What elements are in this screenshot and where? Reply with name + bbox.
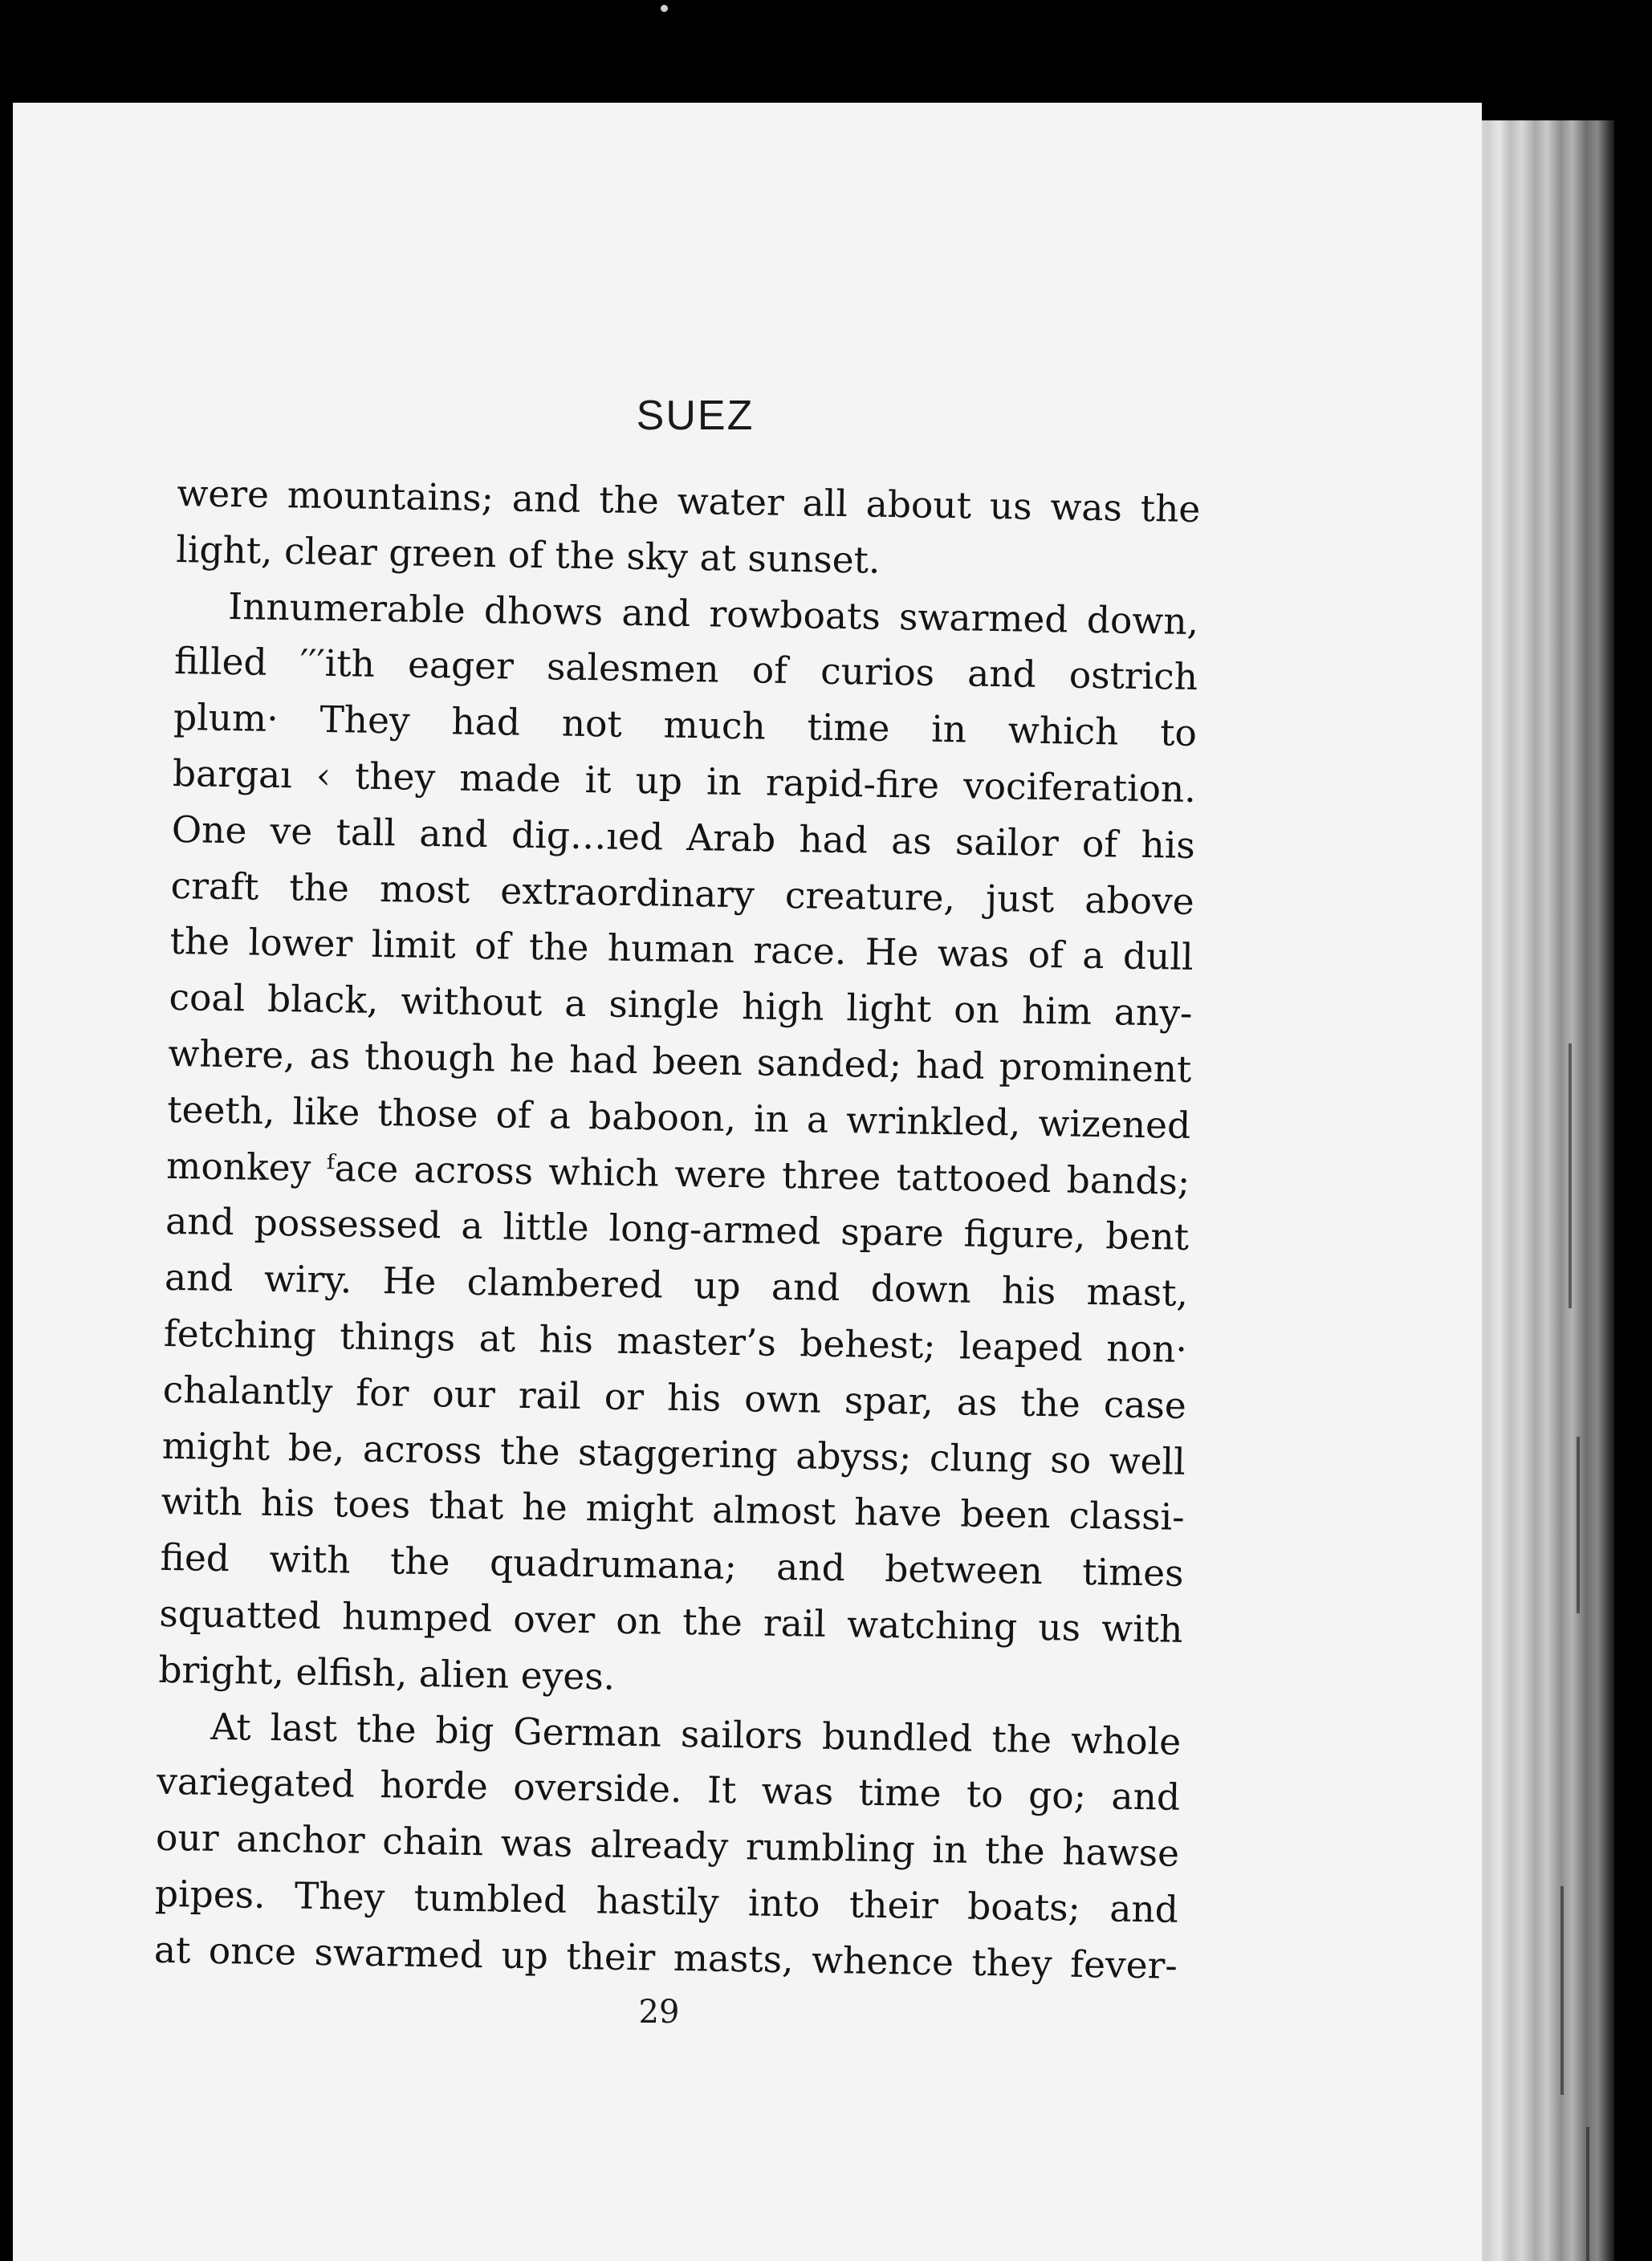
text-line: coal black, without a single high light on him any- <box>169 976 1193 1035</box>
page-number: 29 <box>638 1994 680 2031</box>
text-line: filled ′′′ith eager salesmen of curios and ostrich <box>173 640 1198 699</box>
scan-speck <box>661 5 668 12</box>
text-line: fetching things at his master’s behest; leaped non· <box>163 1311 1188 1371</box>
text-line: plum· They had not much time in which to <box>173 696 1198 755</box>
text-line: bright, elfish, alien eyes. <box>158 1648 616 1698</box>
book-fore-edge <box>1474 120 1614 2261</box>
text-line: and wiry. He clambered up and down his mast, <box>164 1256 1189 1316</box>
text-line: where, as though he had been sanded; had prominent <box>168 1031 1192 1091</box>
text-line: teeth, like those of a baboon, in a wrinkled, wizened <box>166 1088 1191 1147</box>
text-line: might be, across the staggering abyss; clung so well <box>161 1424 1186 1483</box>
text-line: craft the most extraordinary creature, just above <box>170 864 1195 923</box>
text-line: at once swarmed up their masts, whence they fever- <box>153 1928 1178 1987</box>
text-line: and possessed a little long-armed spare figure, bent <box>165 1200 1190 1259</box>
text-line: monkey ᶠace across which were three tattooed bands; <box>165 1144 1190 1203</box>
book-page <box>13 103 1482 2261</box>
text-line: with his toes that he might almost have been classi- <box>161 1480 1185 1539</box>
text-line: fied with the quadrumana; and between times <box>160 1535 1184 1595</box>
text-line: the lower limit of the human race. He was of a dull <box>169 920 1194 979</box>
text-line: At last the big German sailors bundled the whole <box>210 1705 1182 1763</box>
text-line: variegated horde overside. It was time to go; and <box>156 1760 1181 1820</box>
text-line: were mountains; and the water all about us was the <box>177 471 1201 531</box>
text-line: pipes. They tumbled hastily into their boats; and <box>154 1872 1179 1931</box>
text-line: Innumerable dhows and rowboats swarmed down, <box>227 584 1199 643</box>
text-line: One ve tall and diɡ…ıed Arab had as sailor of his <box>171 807 1196 867</box>
text-line: chalantly for our rail or his own spar, as the case <box>162 1368 1187 1427</box>
text-line: light, clear green of the sky at sunset. <box>175 527 881 582</box>
text-line: bargaı ‹ they made it up in rapid-fire vociferation. <box>172 751 1197 811</box>
text-line: squatted humped over on the rail watching us with <box>159 1592 1183 1651</box>
running-head: SUEZ <box>636 392 755 439</box>
text-line: our anchor chain was already rumbling in the hawse <box>155 1816 1180 1875</box>
body-text <box>153 466 1200 1994</box>
